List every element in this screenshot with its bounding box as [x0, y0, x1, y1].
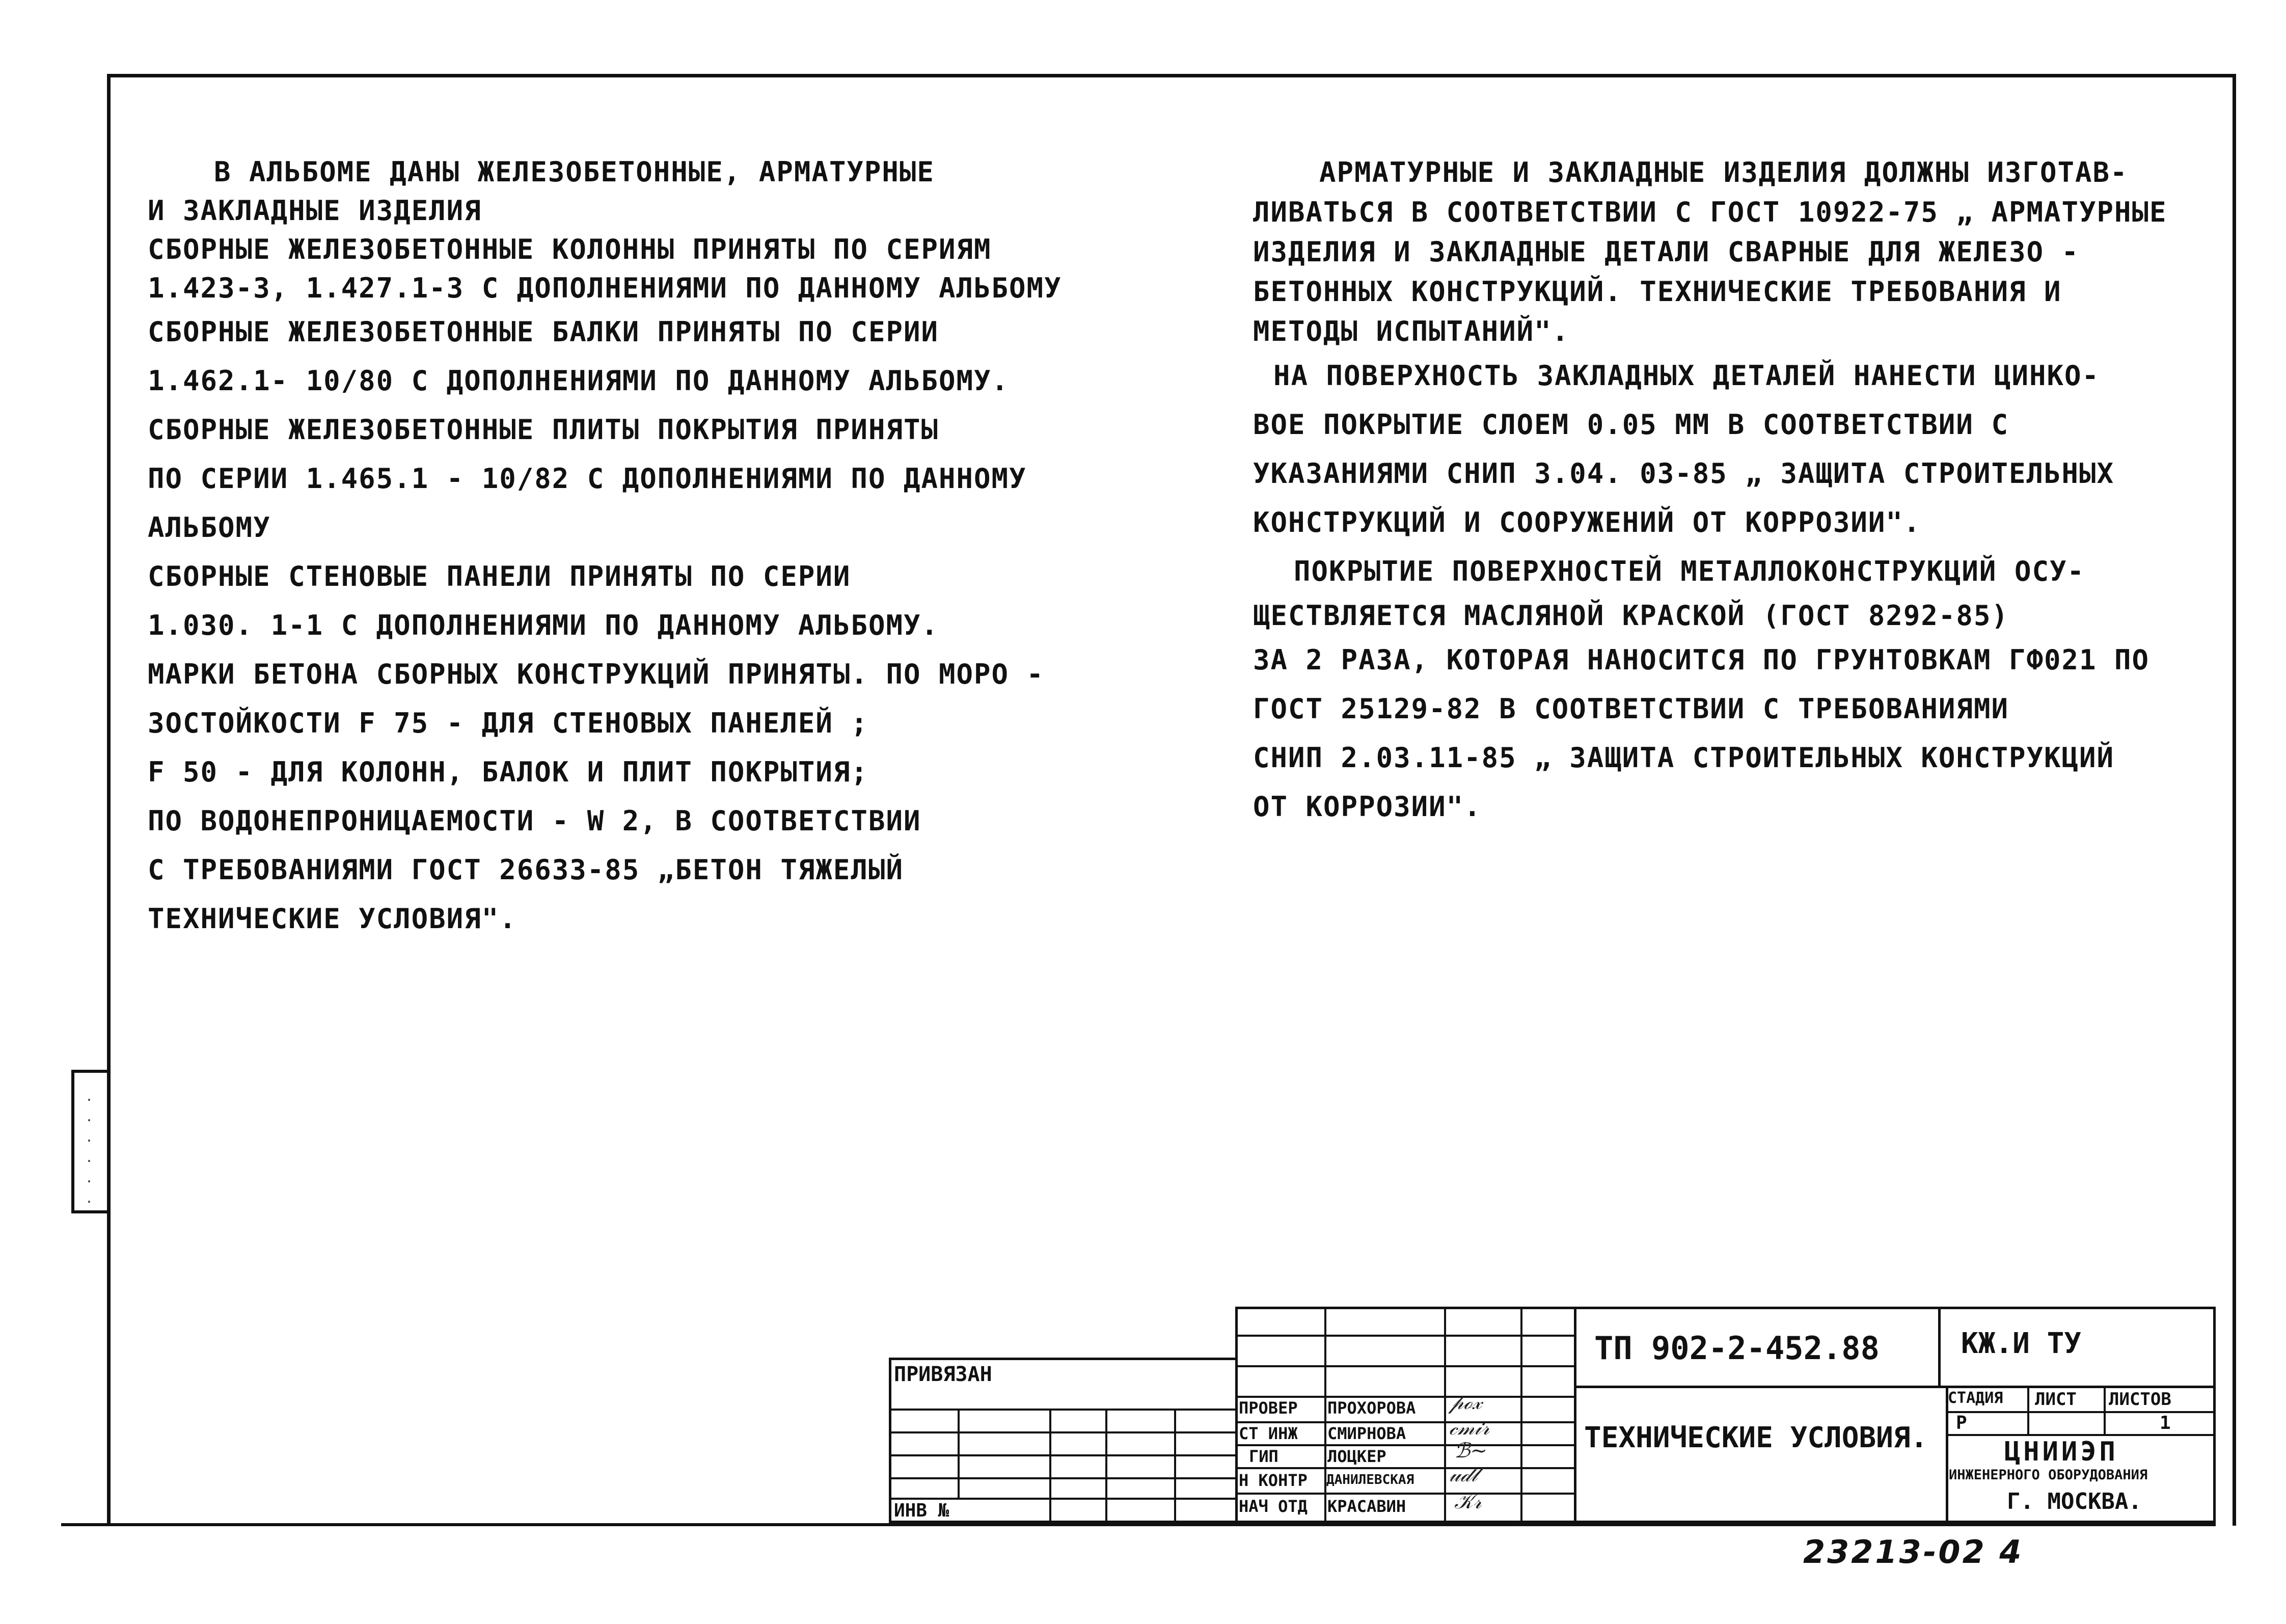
text-line: ОТ КОРРОЗИИ". — [1253, 791, 1482, 823]
text-line: СНИП 2.03.11-85 „ ЗАЩИТА СТРОИТЕЛЬНЫХ КОНСТРУКЦИЙ — [1253, 742, 2115, 774]
role-dept-head: НАЧ ОТД — [1239, 1497, 1308, 1516]
text-line: В АЛЬБОМЕ ДАНЫ ЖЕЛЕЗОБЕТОННЫЕ, АРМАТУРНЫЕ — [214, 156, 935, 188]
name-smirnova: СМИРНОВА — [1327, 1424, 1406, 1443]
organization-city: Г. МОСКВА. — [2007, 1488, 2142, 1514]
name-prokhorova: ПРОХОРОВА — [1327, 1398, 1416, 1418]
sheets-label: ЛИСТОВ — [2109, 1389, 2171, 1410]
text-line: ПО СЕРИИ 1.465.1 - 10/82 С ДОПОЛНЕНИЯМИ ПО ДАННОМУ — [148, 463, 1027, 495]
text-line: АЛЬБОМУ — [148, 511, 271, 544]
frame-bottom-line — [61, 1523, 2216, 1526]
sheet-label: ЛИСТ — [2035, 1389, 2077, 1410]
text-line: ЗА 2 РАЗА, КОТОРАЯ НАНОСИТСЯ ПО ГРУНТОВКАМ ГФ021 ПО — [1253, 644, 2150, 676]
signature-mark: ℬ~ — [1454, 1439, 1487, 1463]
text-line: ПО ВОДОНЕПРОНИЦАЕМОСТИ - W 2, В СООТВЕТСТВИИ — [148, 805, 921, 837]
sheet-title: ТЕХНИЧЕСКИЕ УСЛОВИЯ. — [1584, 1421, 1928, 1454]
text-line: ЩЕСТВЛЯЕТСЯ МАСЛЯНОЙ КРАСКОЙ (ГОСТ 8292-85) — [1253, 600, 2009, 632]
text-line: СБОРНЫЕ СТЕНОВЫЕ ПАНЕЛИ ПРИНЯТЫ ПО СЕРИИ — [148, 560, 851, 592]
text-line: ИЗДЕЛИЯ И ЗАКЛАДНЫЕ ДЕТАЛИ СВАРНЫЕ ДЛЯ ЖЕЛЕЗО - — [1253, 236, 2080, 268]
document-code: ТП 902-2-452.88 — [1594, 1330, 1880, 1367]
text-line: СБОРНЫЕ ЖЕЛЕЗОБЕТОННЫЕ КОЛОННЫ ПРИНЯТЫ ПО СЕРИЯМ — [148, 233, 992, 265]
role-checker: ПРОВЕР — [1239, 1398, 1298, 1418]
privyazan-label: ПРИВЯЗАН — [894, 1363, 992, 1386]
text-line: КОНСТРУКЦИЙ И СООРУЖЕНИЙ ОТ КОРРОЗИИ". — [1253, 506, 1921, 538]
organization-name: ЦНИИЭП — [2004, 1437, 2118, 1467]
stage-value: Р — [1956, 1413, 1967, 1433]
name-krasavin: КРАСАВИН — [1327, 1497, 1406, 1516]
sheets-value: 1 — [2160, 1413, 2171, 1433]
text-line: МЕТОДЫ ИСПЫТАНИЙ". — [1253, 315, 1570, 347]
text-line: ПОКРЫТИЕ ПОВЕРХНОСТЕЙ МЕТАЛЛОКОНСТРУКЦИЙ ОСУ- — [1294, 555, 2085, 587]
text-line: F 50 - ДЛЯ КОЛОНН, БАЛОК И ПЛИТ ПОКРЫТИЯ; — [148, 756, 868, 788]
left-text-column — [148, 153, 1062, 943]
signature-mark: 𝒸𝓂𝒾𝓇 — [1449, 1416, 1490, 1440]
text-line: ВОЕ ПОКРЫТИЕ СЛОЕМ 0.05 ММ В СООТВЕТСТВИИ С — [1253, 409, 2009, 441]
organization-subtitle: ИНЖЕНЕРНОГО ОБОРУДОВАНИЯ — [1949, 1467, 2148, 1483]
text-line: УКАЗАНИЯМИ СНИП 3.04. 03-85 „ ЗАЩИТА СТРОИТЕЛЬНЫХ — [1253, 457, 2115, 490]
text-line: СБОРНЫЕ ЖЕЛЕЗОБЕТОННЫЕ БАЛКИ ПРИНЯТЫ ПО СЕРИИ — [148, 316, 939, 348]
text-line: 1.030. 1-1 С ДОПОЛНЕНИЯМИ ПО ДАННОМУ АЛЬБОМУ. — [148, 609, 939, 641]
text-line: СБОРНЫЕ ЖЕЛЕЗОБЕТОННЫЕ ПЛИТЫ ПОКРЫТИЯ ПРИНЯТЫ — [148, 414, 939, 446]
text-line: 1.423-3, 1.427.1-3 С ДОПОЛНЕНИЯМИ ПО ДАННОМУ АЛЬБОМУ — [148, 272, 1062, 304]
signature-mark: 𝓊𝒹𝓁 — [1449, 1463, 1478, 1486]
text-line: АРМАТУРНЫЕ И ЗАКЛАДНЫЕ ИЗДЕЛИЯ ДОЛЖНЫ ИЗГОТАВ- — [1319, 156, 2128, 188]
archive-stamp-number: 23213-02 4 — [1803, 1533, 2024, 1571]
text-line: И ЗАКЛАДНЫЕ ИЗДЕЛИЯ — [148, 195, 482, 227]
text-line: ГОСТ 25129-82 В СООТВЕТСТВИИ С ТРЕБОВАНИЯМИ — [1253, 693, 2009, 725]
role-norm-control: Н КОНТР — [1239, 1471, 1308, 1490]
role-chief-engineer: ГИП — [1249, 1447, 1278, 1466]
text-line: ЗОСТОЙКОСТИ F 75 - ДЛЯ СТЕНОВЫХ ПАНЕЛЕЙ ; — [148, 707, 868, 739]
text-line: 1.462.1- 10/80 С ДОПОЛНЕНИЯМИ ПО ДАННОМУ АЛЬБОМУ. — [148, 365, 1010, 397]
name-danilevskaya: ДАНИЛЕВСКАЯ — [1326, 1472, 1414, 1487]
text-line: ЛИВАТЬСЯ В СООТВЕТСТВИИ С ГОСТ 10922-75 „ АРМАТУРНЫЕ — [1253, 196, 2167, 228]
signature-mark: 𝒦𝓇 — [1454, 1490, 1482, 1513]
text-line: ТЕХНИЧЕСКИЕ УСЛОВИЯ". — [148, 903, 517, 935]
stage-label: СТАДИЯ — [1948, 1389, 2003, 1407]
text-line: С ТРЕБОВАНИЯМИ ГОСТ 26633-85 „БЕТОН ТЯЖЕЛЫЙ — [148, 854, 904, 886]
text-line: БЕТОННЫХ КОНСТРУКЦИЙ. ТЕХНИЧЕСКИЕ ТРЕБОВАНИЯ И — [1253, 276, 2062, 308]
inventory-number-label: ИНВ № — [894, 1500, 949, 1521]
text-line: НА ПОВЕРХНОСТЬ ЗАКЛАДНЫХ ДЕТАЛЕЙ НАНЕСТИ ЦИНКО- — [1273, 360, 2100, 392]
document-mark: КЖ.И ТУ — [1961, 1327, 2082, 1360]
binding-tick-marks: · · · · · · — [85, 1093, 93, 1210]
role-senior-engineer: СТ ИНЖ — [1239, 1424, 1298, 1443]
name-lotsker: ЛОЦКЕР — [1327, 1447, 1386, 1466]
signature-mark: 𝓅ℴ𝓍 — [1449, 1391, 1482, 1414]
right-text-column — [1253, 153, 2211, 831]
text-line: МАРКИ БЕТОНА СБОРНЫХ КОНСТРУКЦИЙ ПРИНЯТЫ. ПО МОРО - — [148, 658, 1045, 690]
